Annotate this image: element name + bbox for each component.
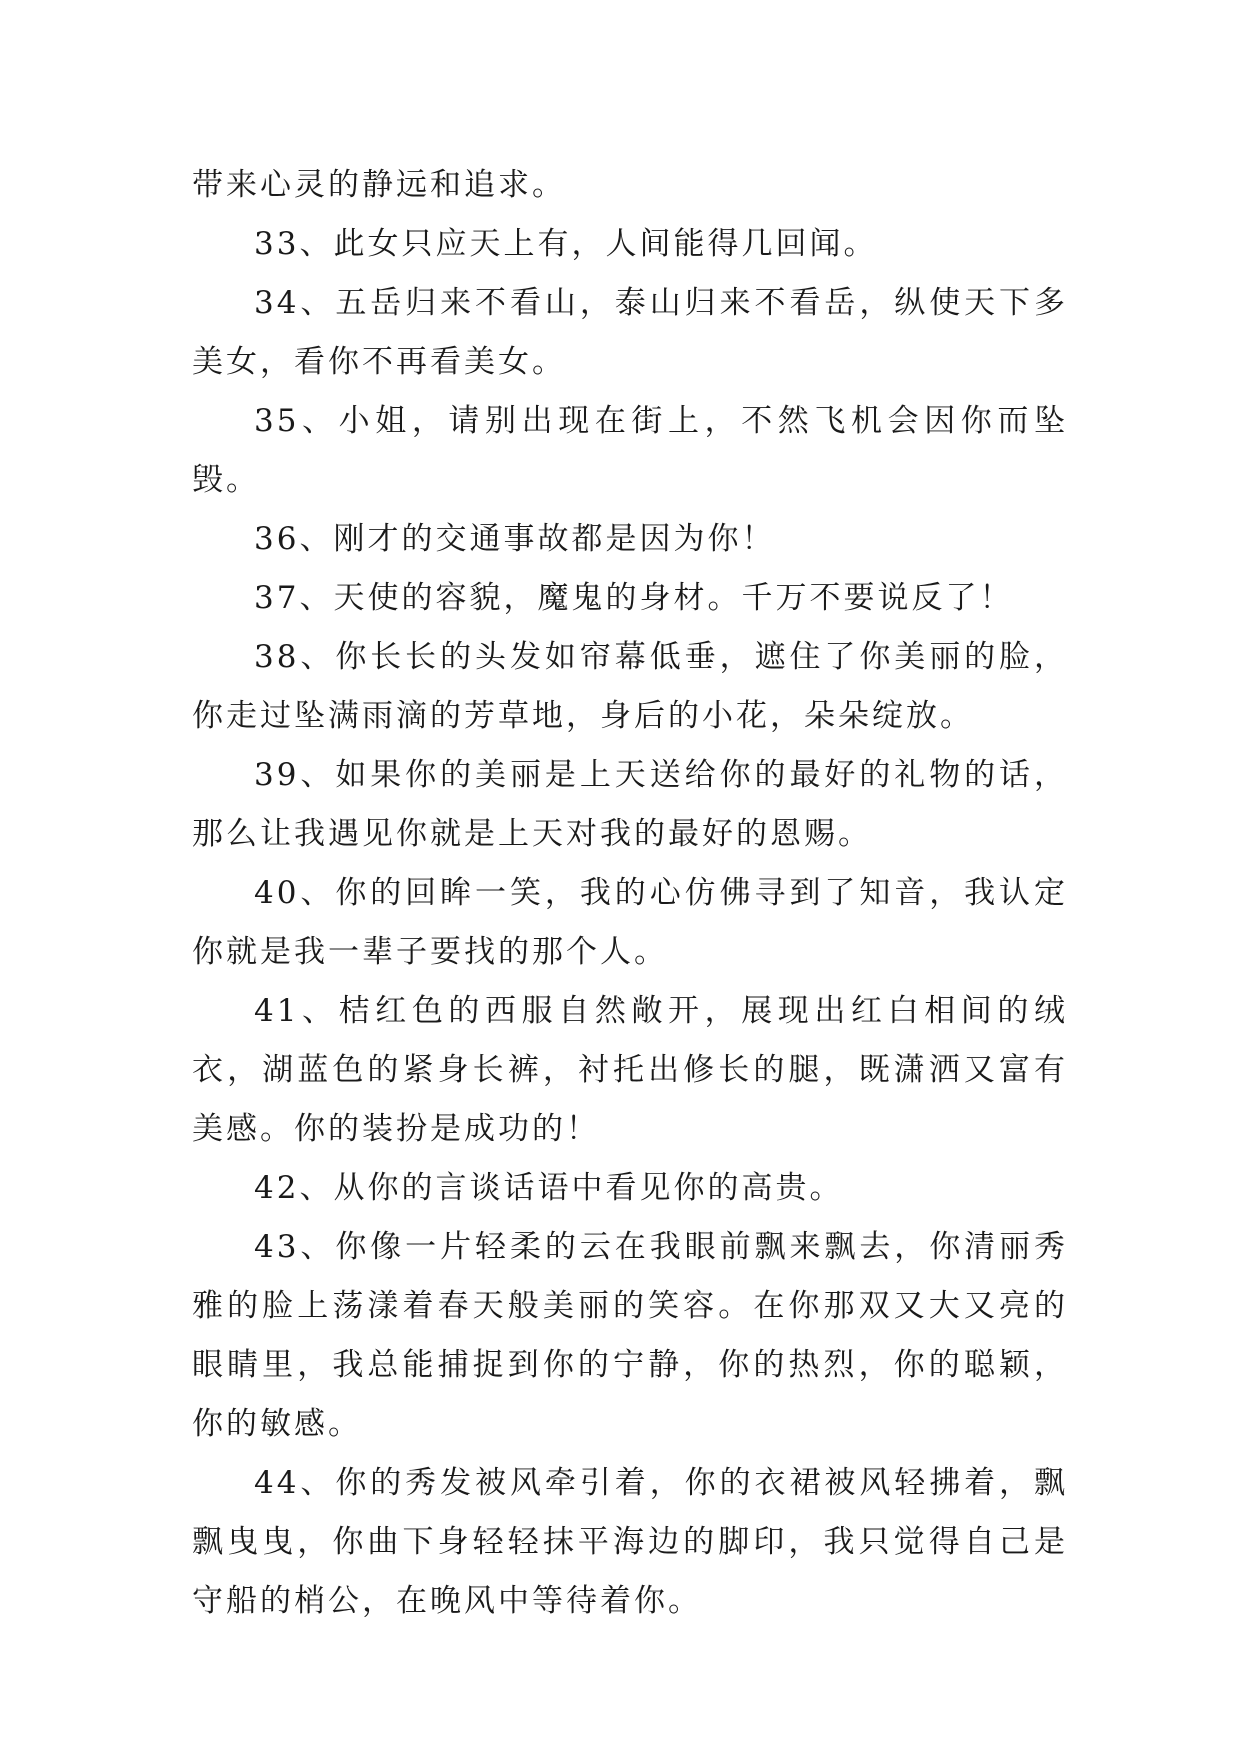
paragraph-44: 44、你的秀发被风牵引着，你的衣裙被风轻拂着，飘飘曳曳，你曲下身轻轻抹平海边的脚印，我只觉得自己是守船的梢公，在晚风中等待着你。 — [192, 1465, 1068, 1619]
paragraph-37: 37、天使的容貌，魔鬼的身材。千万不要说反了！ — [254, 580, 1014, 616]
paragraph-38: 38、你长长的头发如帘幕低垂，遮住了你美丽的脸，你走过坠满雨滴的芳草地，身后的小花，朵朵绽放。 — [192, 639, 1068, 734]
paragraph-40: 40、你的回眸一笑，我的心仿佛寻到了知音，我认定你就是我一辈子要找的那个人。 — [192, 875, 1068, 970]
paragraph-41: 41、桔红色的西服自然敞开，展现出红白相间的绒衣，湖蓝色的紧身长裤，衬托出修长的腿，既潇洒又富有美感。你的装扮是成功的！ — [192, 993, 1068, 1147]
paragraph-continuation: 带来心灵的静远和追求。 — [192, 167, 566, 203]
paragraph-36: 36、刚才的交通事故都是因为你！ — [254, 521, 776, 557]
paragraph-35: 35、小姐，请别出现在街上，不然飞机会因你而坠毁。 — [192, 403, 1068, 498]
paragraph-33: 33、此女只应天上有，人间能得几回闻。 — [254, 226, 878, 262]
paragraph-43: 43、你像一片轻柔的云在我眼前飘来飘去，你清丽秀雅的脸上荡漾着春天般美丽的笑容。在你那双又大又亮的眼睛里，我总能捕捉到你的宁静，你的热烈，你的聪颖，你的敏感。 — [192, 1229, 1068, 1442]
paragraph-42: 42、从你的言谈话语中看见你的高贵。 — [254, 1170, 844, 1206]
document-body — [192, 156, 1068, 1631]
paragraph-34: 34、五岳归来不看山，泰山归来不看岳，纵使天下多美女，看你不再看美女。 — [192, 285, 1068, 380]
paragraph-39: 39、如果你的美丽是上天送给你的最好的礼物的话，那么让我遇见你就是上天对我的最好的恩赐。 — [192, 757, 1068, 852]
